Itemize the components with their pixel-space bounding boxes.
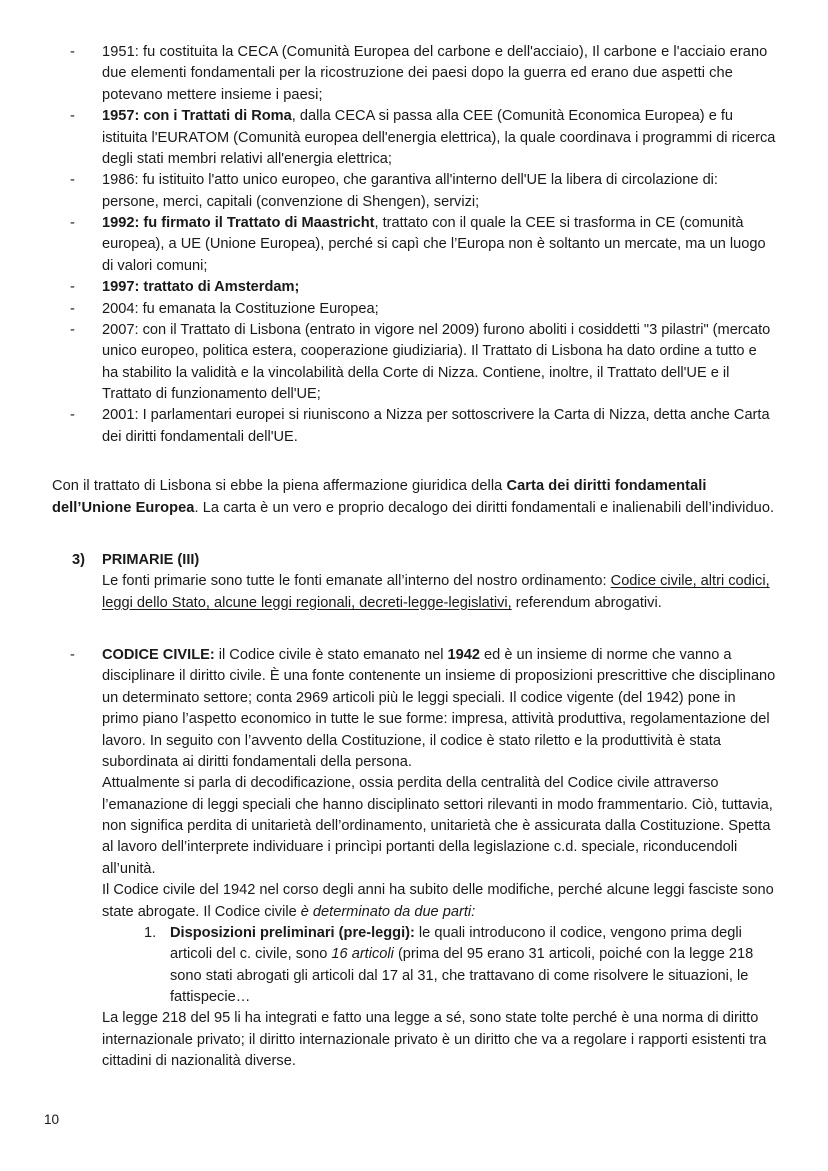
dash-bullet-icon: - [70, 279, 75, 296]
dash-bullet-icon: - [70, 44, 75, 60]
dash-bullet-icon: - [70, 172, 75, 189]
sub-list-marker: 1. [144, 924, 157, 941]
list-item-text: 2004: fu emanata la Costituzione Europea; [102, 300, 379, 317]
dash-bullet-icon: - [70, 300, 75, 317]
list-item [52, 170, 776, 213]
disposizioni-text-b: (prima del 95 erano 31 articoli, poiché con la legge 218 sono stati abrogati gli articoli dal 17 al 31, che trattavano di come risolvere le situazioni, le fattispecie… [170, 946, 754, 1005]
sub-list-text [170, 923, 776, 1009]
dash-bullet-icon: - [70, 647, 75, 663]
disposizioni-text-a: le quali introducono il codice, vengono prima degli articoli del c. civile, sono [170, 924, 742, 963]
section-primarie [52, 550, 776, 614]
timeline-list [52, 42, 776, 448]
cc-p1-a: il Codice civile è stato emanato nel [214, 647, 448, 663]
cc-p3-italic: è determinato da due parti: [300, 903, 476, 920]
cc-year-1942: 1942 [447, 647, 480, 663]
dash-bullet-icon: - [70, 407, 75, 424]
section-body [102, 571, 776, 614]
section-marker: 3) [72, 551, 85, 568]
codice-civile-paragraph-4: La legge 218 del 95 li ha integrati e fatto una legge a sé, sono state tolte perché è una norma di diritto internazionale privato; il diritto internazionale privato è un diritto che va a regolare i rapporti esistenti tra cittadini di nazionalità diverse. [102, 1010, 767, 1070]
section-heading: PRIMARIE (III) [102, 551, 200, 568]
dash-bullet-icon: - [70, 215, 75, 231]
section-codice-civile [52, 645, 776, 1073]
dash-bullet-icon: - [70, 321, 75, 338]
disposizioni-italic-articoli: 16 articoli [331, 946, 394, 963]
page-number: 10 [44, 1112, 60, 1127]
list-item-bold-lead: 1992: fu firmato il Trattato di Maastricht [102, 215, 375, 231]
list-item [52, 106, 776, 170]
codice-civile-paragraph-3 [102, 880, 776, 923]
list-item [52, 277, 776, 298]
list-item-text: , dalla CECA si passa alla CEE (Comunità Economica Europea) e fu istituita l'EURATOM (Comunità europea dell'energia elettrica), la quale coordinava i programmi di ricerca degli stati membri relativi all'energia elettrica; [102, 108, 776, 167]
list-item [52, 213, 776, 277]
dash-bullet-icon: - [70, 108, 75, 125]
list-item-text: 1986: fu istituito l'atto unico europeo, che garantiva all'interno dell'UE la libera di circolazione di: persone, merci, capitali (convenzione di Shengen), servizi; [102, 172, 718, 210]
cc-p1-b: ed è un insieme di norme che vanno a disciplinare il diritto civile. È una fonte contenente un insieme di proposizioni prescrittive che disciplinano un determinato settore; conta 2969 articoli più le leggi speciali. Il codice vigente (del 1942) pone in primo piano l’aspetto economico in tutte le sue forme: impresa, attività produttiva, regolamentazione del lavoro. In seguito con l’avvento della Costituzione, il codice è stato riletto e la produttività è stata subordinata ai diritti fondamentali della persona. [102, 647, 776, 770]
cc-p3-a: Il Codice civile del 1942 nel corso degli anni ha subito delle modifiche, perché alcune leggi fasciste sono state abrogate. Il Codice civile [102, 882, 774, 920]
disposizioni-bold-title: Disposizioni preliminari (pre-leggi): [170, 924, 415, 941]
lisbona-paragraph [52, 476, 776, 519]
list-item-text: , trattato con il quale la CEE si trasforma in CE (comunità europea), a UE (Unione Europea), perché si capì che l’Europa non è soltanto un mercate, ma un luogo di valori comuni; [102, 215, 766, 274]
primarie-underlined-sources: Codice civile, altri codici, leggi dello Stato, alcune leggi regionali, decreti-legge-legislativi, [102, 573, 770, 611]
codice-civile-title: CODICE CIVILE: [102, 647, 215, 663]
lisbona-tail: . La carta è un vero e proprio decalogo dei diritti fondamentali e inalienabili dell’individuo. [194, 499, 775, 516]
list-item-text: 2007: con il Trattato di Lisbona (entrato in vigore nel 2009) furono aboliti i cosiddetti "3 pilastri" (mercato unico europeo, politica estera, cooperazione giudiziaria). Il Trattato di Lisbona ha dato ordine a tutto e ha stabilito la validità e la vincolabilità della Corte di Nizza. Contiene, inoltre, il Trattato dell'UE e il Trattato di funzionamento dell'UE; [102, 321, 771, 402]
lisbona-bold-phrase: Carta dei diritti fondamentali dell’Unione Europea [52, 478, 707, 516]
primarie-body-lead: Le fonti primarie sono tutte le fonti emanate all’interno del nostro ordinamento: [102, 573, 611, 590]
list-item-bold-lead: 1957: con i Trattati di Roma [102, 108, 292, 125]
sub-list-item-disposizioni [102, 923, 776, 1009]
list-item [52, 320, 776, 406]
primarie-body-tail: referendum abrogativi. [511, 594, 662, 611]
list-item-text: 2001: I parlamentari europei si riuniscono a Nizza per sottoscrivere la Carta di Nizza, detta anche Carta dei diritti fondamentali dell'UE. [102, 407, 770, 445]
codice-civile-paragraph-1 [102, 645, 776, 773]
list-item [52, 299, 776, 320]
page-content [52, 42, 776, 1073]
codice-civile-paragraph-2: Attualmente si parla di decodificazione, ossia perdita della centralità del Codice civile attraverso l’emanazione di leggi speciali che hanno disciplinato settori rilevanti in modo frammentario. Ciò, tuttavia, non significa perdita di unitarietà dell’ordinamento, unitarietà che è assicurata dalla Costituzione. Spetta al lavoro dell’interprete individuare i princìpi portanti della legislazione c.d. speciale, riconducendoli all’unità. [102, 775, 773, 877]
list-item [52, 405, 776, 448]
list-item-bold-lead: 1997: trattato di Amsterdam; [102, 279, 300, 296]
list-item-text: 1951: fu costituita la CECA (Comunità Europea del carbone e dell'acciaio), Il carbone e l'acciaio erano due elementi fondamentali per la ricostruzione dei paesi dopo la guerra ed erano due aspetti che potevano mettere insieme i paesi; [102, 44, 768, 103]
list-item [52, 42, 776, 106]
lisbona-lead: Con il trattato di Lisbona si ebbe la piena affermazione giuridica della [52, 478, 507, 495]
